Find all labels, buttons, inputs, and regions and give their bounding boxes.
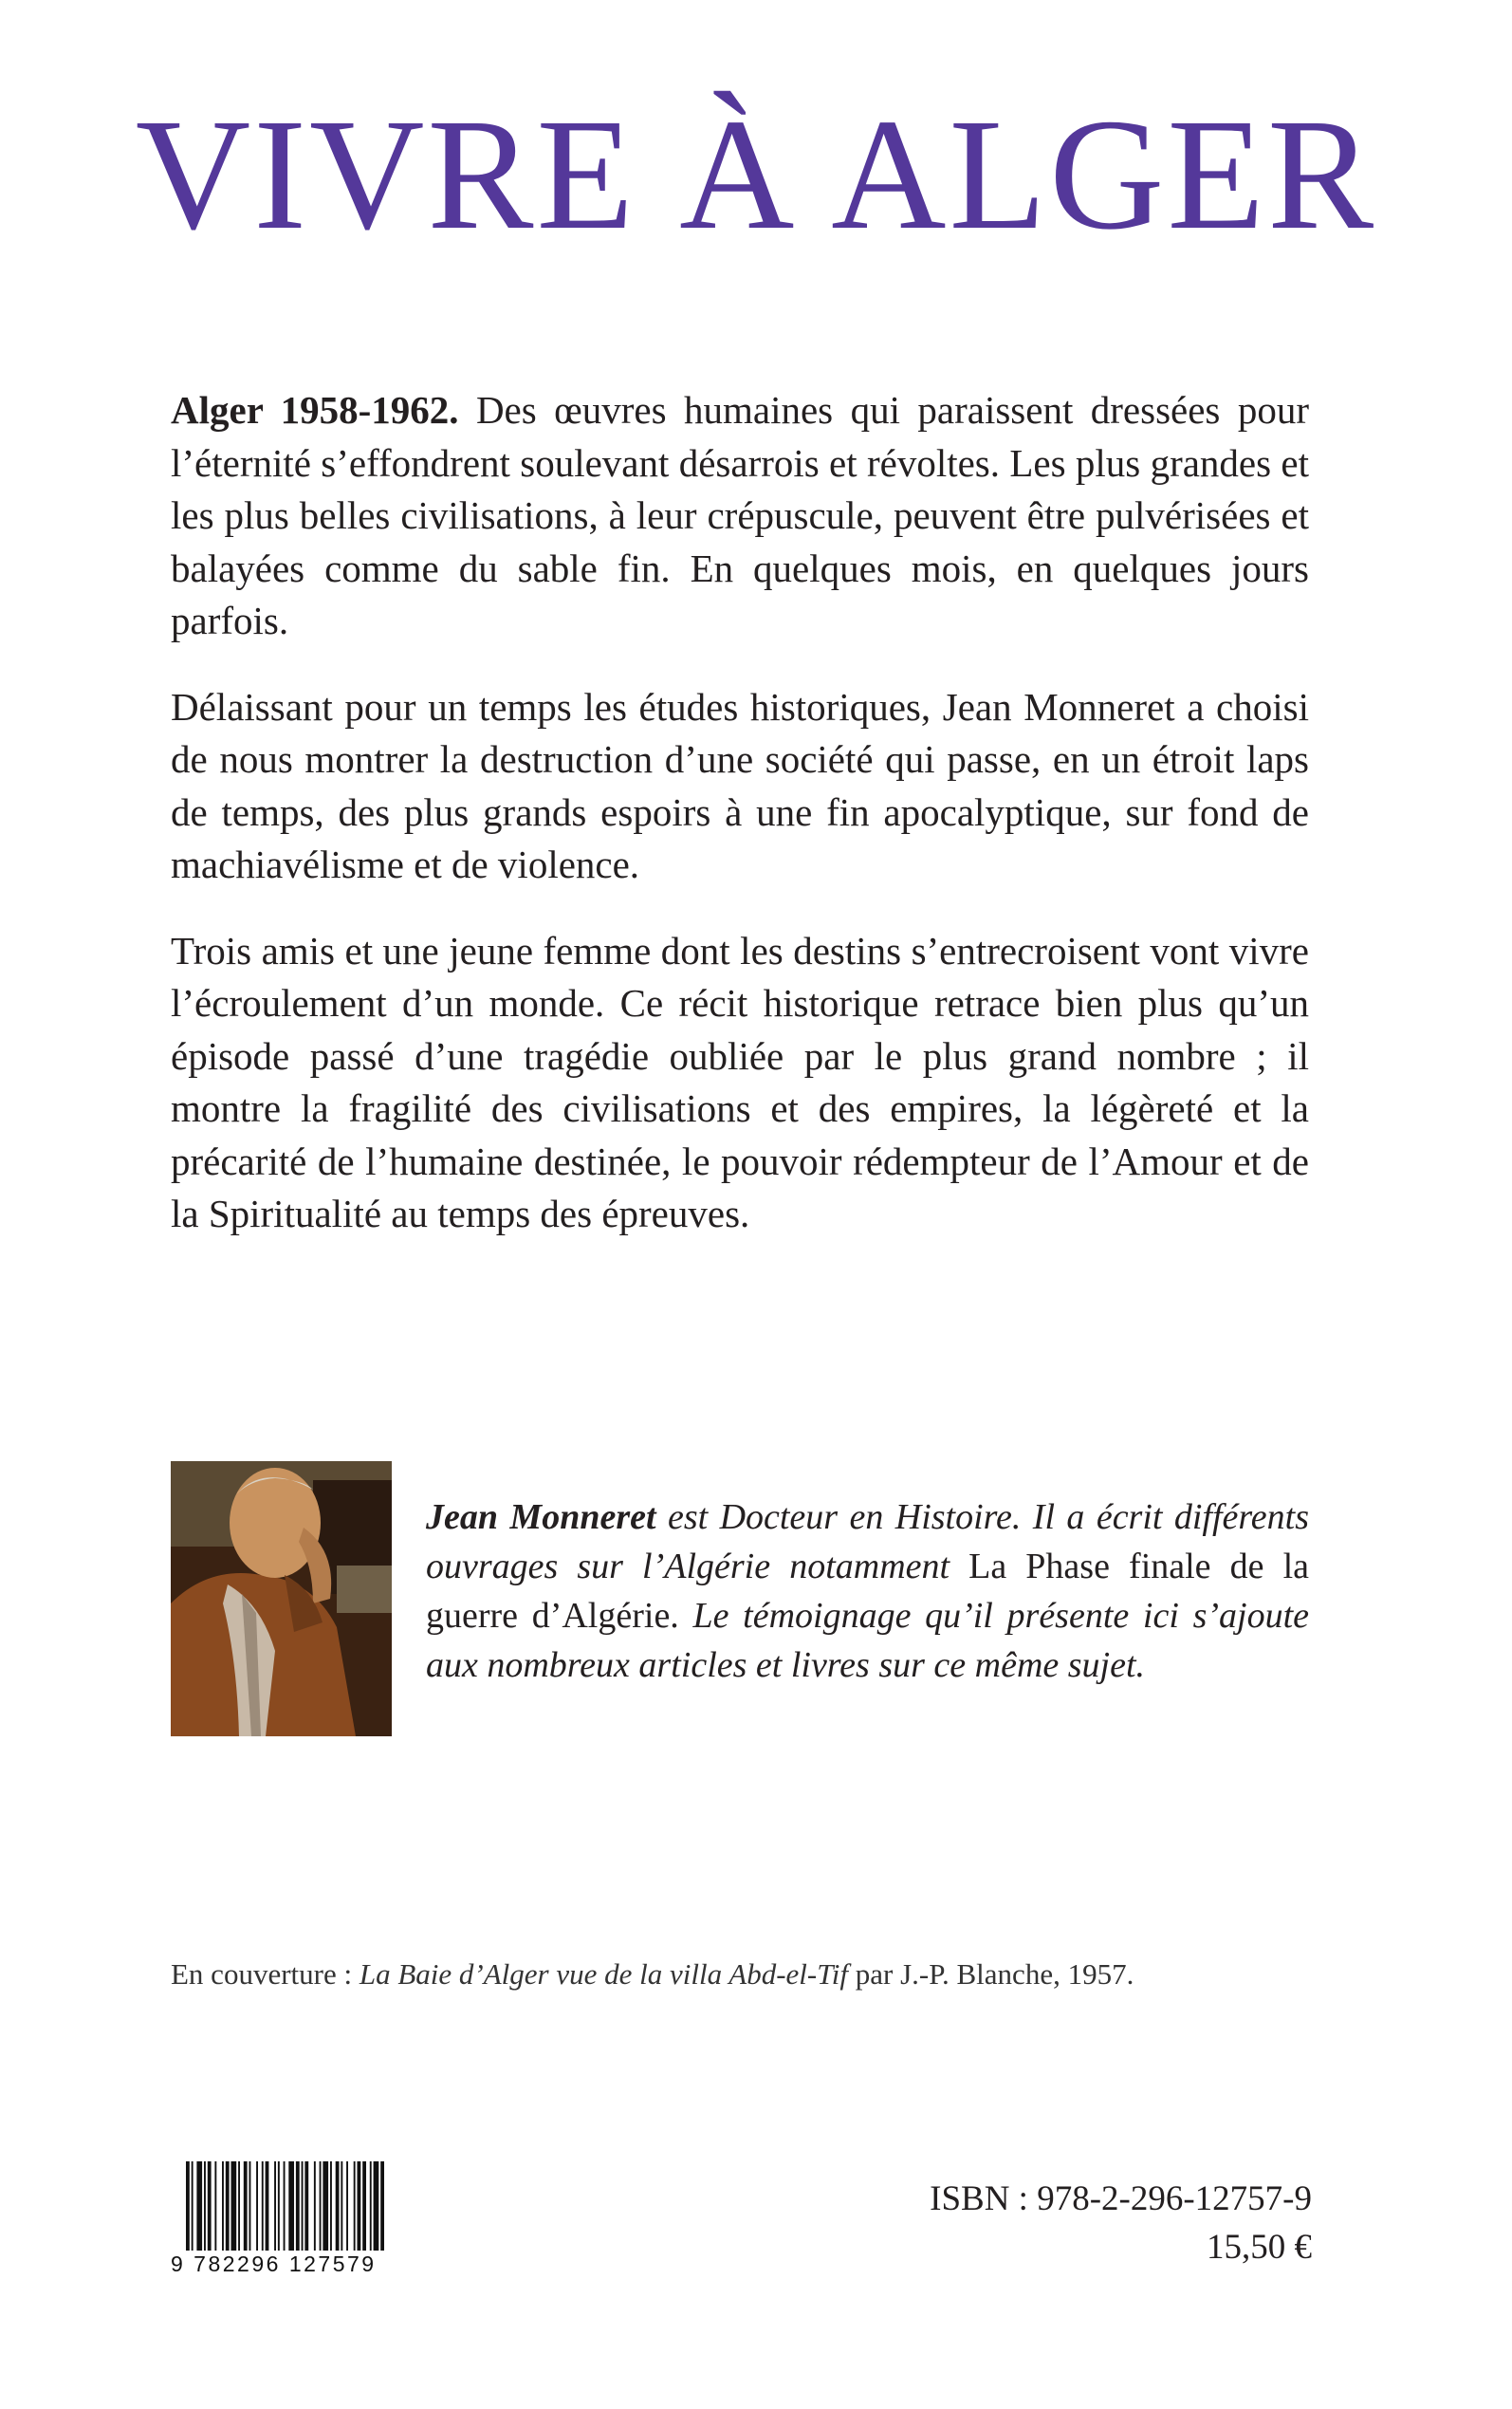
barcode-bar — [354, 2161, 356, 2251]
barcode-bar — [249, 2161, 251, 2251]
barcode-bar — [374, 2161, 379, 2251]
barcode-bar — [186, 2161, 190, 2251]
barcode-bar — [330, 2161, 332, 2251]
author-name: Jean Monneret — [426, 1497, 656, 1537]
barcode-bar — [320, 2161, 322, 2251]
barcode-bar — [304, 2161, 308, 2251]
author-book-title: La Phase finale de la guerre d’Algérie. — [426, 1547, 1309, 1636]
cover-credit-artwork: La Baie d’Alger vue de la villa Abd-el-Tif — [359, 1957, 848, 1991]
barcode-bar — [341, 2161, 342, 2251]
barcode-bar — [196, 2161, 202, 2251]
barcode-bar — [296, 2161, 300, 2251]
barcode-bar — [222, 2161, 224, 2251]
barcode-bar — [302, 2161, 304, 2251]
price: 15,50 € — [1207, 2228, 1312, 2267]
barcode-bar — [358, 2161, 361, 2251]
barcode-bar — [336, 2161, 340, 2251]
blurb-paragraph-2: Délaissant pour un temps les études historiques, Jean Monneret a choisi de nous montrer la destruction d’une société qui passe, en un étroit laps de temps, des plus grands espoirs à une fin apocalyptique, sur fond de machiavélisme et de violence. — [171, 684, 1309, 886]
barcode-bar — [278, 2161, 280, 2251]
barcode-bar — [266, 2161, 269, 2251]
author-bio — [426, 1492, 1309, 1690]
barcode-bar — [256, 2161, 258, 2251]
blurb-paragraph-1 — [171, 384, 1309, 648]
barcode-bar — [226, 2161, 230, 2251]
blurb-lead: Alger 1958-1962. — [171, 388, 459, 432]
barcode-bar — [208, 2161, 212, 2251]
barcode-bar — [192, 2161, 194, 2251]
barcode-bar — [284, 2161, 286, 2251]
author-bio-text-2: Le témoignage qu’il présente ici s’ajoute aux nombreux articles et livres sur ce même sujet. — [426, 1596, 1310, 1685]
author-photo — [171, 1461, 392, 1736]
cover-credit — [171, 1957, 1134, 1992]
barcode-bar — [323, 2161, 328, 2251]
blurb-text-1: Des œuvres humaines qui paraissent dressées pour l’éternité s’effondrent soulevant désarrois et révoltes. Les plus grandes et les plus belles civilisations, à leur crépuscule, peuvent être pulvérisées et balayées comme du sable fin. En quelques mois, en quelques jours parfois. — [171, 388, 1309, 642]
author-bio-text-1: est Docteur en Histoire. Il a écrit différents ouvrages sur l’Algérie notamment — [426, 1497, 1309, 1586]
barcode-bar — [214, 2161, 216, 2251]
barcode-bar — [288, 2161, 294, 2251]
barcode-bar — [238, 2161, 240, 2251]
barcode-bar — [362, 2161, 366, 2251]
barcode-bar — [380, 2161, 384, 2251]
barcode-bar — [314, 2161, 316, 2251]
barcode-bar — [370, 2161, 372, 2251]
barcode-bar — [231, 2161, 237, 2251]
cover-credit-suffix: par J.-P. Blanche, 1957. — [847, 1957, 1134, 1991]
barcode-bar — [274, 2161, 276, 2251]
book-title: VIVRE À ALGER — [135, 86, 1377, 263]
barcode-bar — [204, 2161, 206, 2251]
barcode-bar — [346, 2161, 348, 2251]
barcode — [186, 2161, 427, 2251]
barcode-digits: 9 782296 127579 — [171, 2251, 377, 2276]
blurb — [171, 384, 1309, 1274]
isbn: ISBN : 978-2-296-12757-9 — [930, 2179, 1312, 2218]
barcode-bar — [244, 2161, 248, 2251]
cover-credit-prefix: En couverture : — [171, 1957, 360, 1991]
barcode-bar — [262, 2161, 264, 2251]
blurb-paragraph-3: Trois amis et une jeune femme dont les destins s’entrecroisent vont vivre l’écroulement d’un monde. Ce récit historique retrace bien plus qu’un épisode passé d’une tragédie oubliée par le plus grand nombre ; il montre la fragilité des civilisations et des empires, la légèreté et la précarité de l’humaine destinée, le pouvoir rédempteur de l’Amour et de la Spiritualité au temps des épreuves. — [171, 928, 1309, 1235]
